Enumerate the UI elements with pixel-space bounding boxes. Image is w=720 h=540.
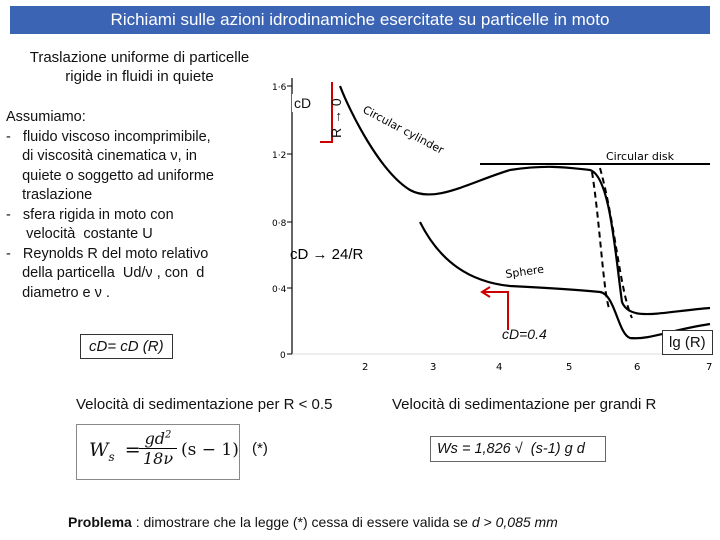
formula-equals: = [124,439,141,461]
assumption-line: - Reynolds R del moto relativo [6,245,209,262]
assumption-line: traslazione [6,187,93,203]
cd-relation-box: cD= cD (R) [80,334,173,359]
formula-lhs: W [89,439,109,461]
r-zero-label [328,82,346,138]
subtitle-line-1: Traslazione uniforme di particelle [29,49,250,66]
x-tick-label: 5 [566,362,573,372]
cd-min-annotation: cD=0.4 [502,326,547,342]
assumption-line: di viscosità cinematica ν, in [6,148,197,164]
assumption-line: velocità costante U [6,226,153,242]
assumption-line: della particella Ud/ν , con d [6,265,205,281]
y-tick-label: 1·2 [272,151,287,161]
formula-numerator: gd [144,429,166,448]
slide-title-bar [10,6,710,34]
y-tick-label: 0·8 [272,219,287,229]
assumption-line: - sfera rigida in moto con [6,206,174,223]
x-tick-label: 6 [634,362,641,372]
x-tick-label: 4 [496,362,503,372]
problem-text: : dimostrare che la legge (*) cessa di essere valida se [131,514,472,530]
formula-rhs: (s − 1) [181,440,239,460]
x-tick-label: 2 [362,362,369,372]
formula-star-marker: (*) [252,440,268,457]
r-zero-text: R → 0 [328,98,344,138]
x-tick-label: 7 [706,362,713,372]
stokes-formula-box [76,424,240,480]
sphere-curve [420,222,710,338]
problem-condition: d > 0,085 mm [471,514,558,530]
subtitle [12,48,267,86]
large-r-formula-box [430,436,606,462]
y-tick-label: 1·6 [272,83,287,93]
formula-lhs-sub: s [108,449,115,464]
curve-label-sphere: Sphere [504,262,545,281]
curve-label-cylinder: Circular cylinder [360,103,446,157]
slide-title: Richiami sulle azioni idrodinamiche esercitate su particelle in moto [110,10,610,29]
formula-denominator: 18ν [142,449,174,468]
assumption-line: Assumiamo: [6,109,86,125]
dashed-transition-1 [592,172,610,310]
assumption-line: - fluido viscoso incomprimibile, [6,128,211,145]
formula-numerator-sup: 2 [165,429,172,441]
subtitle-line-2: rigide in fluidi in quiete [65,68,214,85]
x-axis-label-box: lg (R) [662,330,713,355]
y-tick-label: 0·4 [272,285,287,295]
problem-statement [68,514,558,530]
low-re-annotation: cD → 24/R [290,246,364,263]
large-r-formula: Ws = 1,826 √ (s-1) g d [437,441,585,457]
sedimentation-small-r-title: Velocità di sedimentazione per R < 0.5 [76,396,333,413]
y-tick-label: 0 [280,351,286,361]
x-tick-label: 3 [430,362,437,372]
assumption-line: quiete o soggetto ad uniforme [6,167,214,184]
sedimentation-large-r-title: Velocità di sedimentazione per grandi R [392,396,657,413]
problem-label: Problema [68,514,132,530]
chart-y-label: cD [294,95,312,111]
cd-min-bracket [484,292,508,330]
assumption-line: diametro e ν . [6,284,110,301]
curve-label-disk: Circular disk [606,150,674,163]
assumptions-list [6,108,271,303]
